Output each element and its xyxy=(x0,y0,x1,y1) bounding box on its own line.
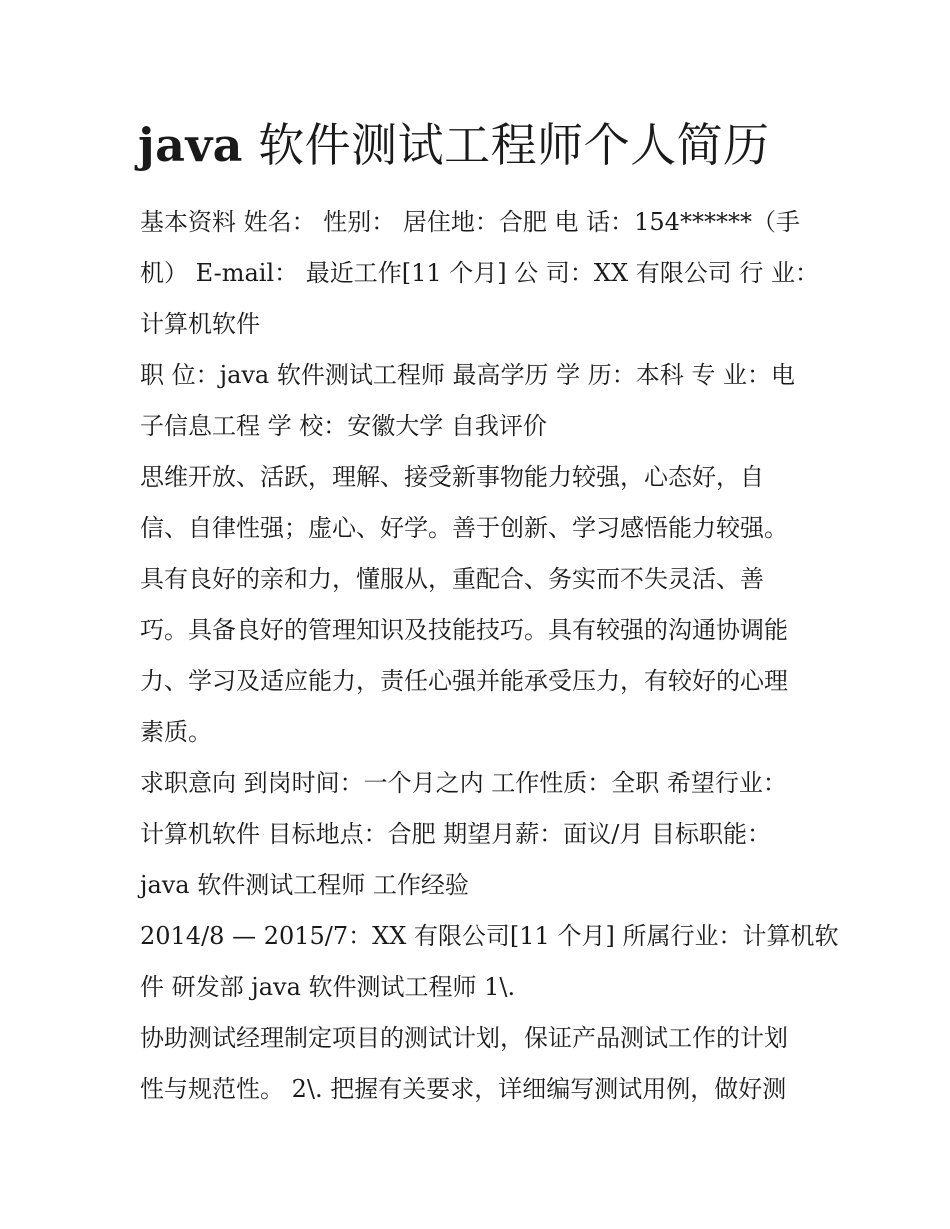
body-line: 巧。具备良好的管理知识及技能技巧。具有较强的沟通协调能 xyxy=(140,616,788,644)
body-line: 职 位：java 软件测试工程师 最高学历 学 历：本科 专 业：电 xyxy=(140,361,796,389)
body-line: 计算机软件 目标地点：合肥 期望月薪：面议/月 目标职能： xyxy=(140,820,771,848)
body-line: 信、自律性强；虚心、好学。善于创新、学习感悟能力较强。 xyxy=(140,514,788,542)
body-line: java 软件测试工程师 工作经验 xyxy=(140,871,469,899)
body-line: 计算机软件 xyxy=(140,310,260,338)
body-line: 思维开放、活跃，理解、接受新事物能力较强，心态好，自 xyxy=(140,463,764,491)
body-line: 机） E-mail： 最近工作[11 个月] 公 司：XX 有限公司 行 业： xyxy=(140,259,819,287)
body-line: 素质。 xyxy=(140,718,212,746)
body-line: 基本资料 姓名： 性别： 居住地：合肥 电 话：154******（手 xyxy=(140,208,800,236)
title-latin: java xyxy=(138,118,243,172)
document-title xyxy=(138,112,838,178)
body-line: 协助测试经理制定项目的测试计划，保证产品测试工作的计划 xyxy=(140,1024,788,1052)
body-line: 2014/8 — 2015/7：XX 有限公司[11 个月] 所属行业：计算机软 xyxy=(140,922,839,950)
body-line: 性与规范性。 2\. 把握有关要求，详细编写测试用例，做好测 xyxy=(140,1075,787,1103)
body-line: 求职意向 到岗时间：一个月之内 工作性质：全职 希望行业： xyxy=(140,769,787,797)
body-line: 件 研发部 java 软件测试工程师 1\. xyxy=(140,973,516,1001)
body-line: 力、学习及适应能力，责任心强并能承受压力，有较好的心理 xyxy=(140,667,788,695)
body-line: 子信息工程 学 校：安徽大学 自我评价 xyxy=(140,412,547,440)
body-line: 具有良好的亲和力，懂服从，重配合、务实而不失灵活、善 xyxy=(140,565,764,593)
title-cjk: 软件测试工程师个人简历 xyxy=(258,118,770,172)
